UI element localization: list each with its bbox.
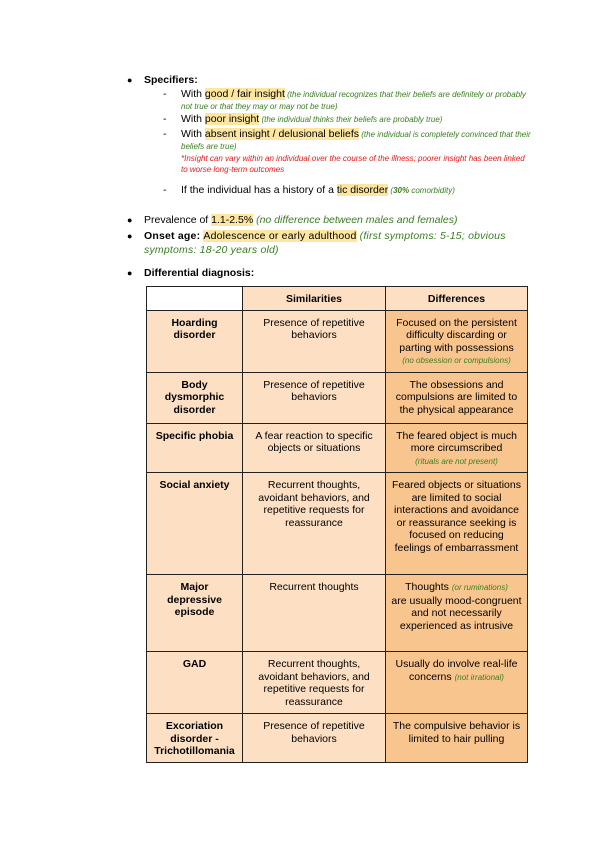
condition-cell: Specific phobia	[147, 423, 243, 473]
tic-highlight: tic disorder	[336, 184, 389, 196]
similarities-cell: A fear reaction to specific objects or situations	[243, 423, 386, 473]
differences-cell: Focused on the persistent difficulty discarding or parting with possessions (no obsession or compulsions)	[386, 310, 528, 372]
specifier-note: (the individual is completely convinced that their beliefs are true)	[181, 130, 531, 151]
document-page: ● Specifiers: - With good / fair insight (the individual recognizes that their beliefs are definitely or probably not true or that they may or may not be true) - With poor insight (the individual thinks their beliefs are probably true) - With absent insight / delusional beliefs (the individual is completely convinced that their beliefs are true) *Insight can vary within an individual over the course of the illness; poorer insight has been linked to worse long-term outcomes - If the individual has a history of a tic disorder (30% comorbidity) ● Prevalence of 1.1-2.5% (no difference between males and females) ● Onset age: Adolescence or early adulthood (first symptoms: 5-15; obvious symptoms: 18-20 years old) ● Differential diagnosis: Similarities Differences Hoarding disorder Presence of repetitive behaviors Focused on the persistent difficulty discarding or parting with possessions (no obsession or compulsions) Body dysmorphic disorder Presence of repetitive behaviors The obsessions and compulsions are limited to the physical appearance Specific phobia A fear reaction to specific objects or situations The feared object is much more circumscribed (rituals are not present) Social anxiety Recurrent thoughts, avoidant behaviors, and repetitive requests for reassurance Feared objects or situations are limited to social interactions and avoidance or reassurance seeking is focused on reducing feelings of embarrassment Major depressive episode Recurrent thoughts Thoughts (or ruminations) are usually mood-congruent and not necessarily experienced as intrusive GAD Recurrent thoughts, avoidant behaviors, and repetitive requests for reassurance Usually do involve real-life concerns (not irrational) Excoriation disorder - Trichotillomania Presence of repetitive behaviors The compulsive behavior is limited to hair pulling	[0, 0, 600, 848]
condition-cell: Hoarding disorder	[147, 310, 243, 372]
prevalence-value: 1.1-2.5%	[211, 214, 254, 226]
differences-cell: Usually do involve real-life concerns (not irrational)	[386, 652, 528, 714]
bullet-dot: ●	[127, 75, 133, 85]
table-row	[147, 372, 528, 423]
insight-highlight: absent insight / delusional beliefs	[204, 128, 360, 140]
table-header-row	[147, 287, 528, 311]
similarities-cell: Presence of repetitive behaviors	[243, 714, 386, 763]
differences-cell: The compulsive behavior is limited to hair pulling	[386, 714, 528, 763]
bullet-dot: ●	[127, 215, 133, 225]
differential-label: Differential diagnosis:	[144, 267, 255, 279]
specifier-note: (the individual thinks their beliefs are probably true)	[259, 115, 443, 124]
similarities-cell: Presence of repetitive behaviors	[243, 372, 386, 423]
condition-cell: GAD	[147, 652, 243, 714]
table-row	[147, 473, 528, 575]
table-row	[147, 714, 528, 763]
differences-cell: The obsessions and compulsions are limited to the physical appearance	[386, 372, 528, 423]
similarities-cell: Recurrent thoughts, avoidant behaviors, and repetitive requests for reassurance	[243, 652, 386, 714]
onset-value: Adolescence or early adulthood	[203, 230, 357, 242]
prevalence-note: (no difference between males and females)	[253, 214, 458, 226]
bullet-dot: ●	[127, 231, 133, 241]
differences-cell: Feared objects or situations are limited to social interactions and avoidance or reassurance seeking is focused on reducing feelings of embarrassment	[386, 473, 528, 575]
specifiers-label: Specifiers:	[144, 74, 198, 86]
condition-cell: Excoriation disorder - Trichotillomania	[147, 714, 243, 763]
bullet-dot: ●	[127, 268, 133, 278]
condition-cell: Major depressive episode	[147, 575, 243, 652]
insight-warning: *Insight can vary within an individual over the course of the illness; poorer insight has been linked to worse long-term outcomes	[181, 154, 525, 174]
onset-label: Onset age:	[144, 230, 201, 242]
insight-highlight: poor insight	[204, 113, 260, 125]
insight-highlight: good / fair insight	[204, 88, 285, 100]
table-row	[147, 423, 528, 473]
differential-table	[146, 286, 528, 763]
differences-cell: The feared object is much more circumscribed (rituals are not present)	[386, 423, 528, 473]
specifier-note: (the individual recognizes that their beliefs are definitely or probably not true or that they may or may not be true)	[181, 90, 526, 111]
differences-cell: Thoughts (or ruminations) are usually mood-congruent and not necessarily experienced as intrusive	[386, 575, 528, 652]
table-row	[147, 575, 528, 652]
condition-cell: Social anxiety	[147, 473, 243, 575]
table-header-similarities: Similarities	[243, 287, 386, 311]
table-row	[147, 310, 528, 372]
similarities-cell: Presence of repetitive behaviors	[243, 310, 386, 372]
table-header-differences: Differences	[386, 287, 528, 311]
similarities-cell: Recurrent thoughts, avoidant behaviors, and repetitive requests for reassurance	[243, 473, 386, 575]
table-header-blank	[147, 287, 243, 311]
table-row	[147, 652, 528, 714]
similarities-cell: Recurrent thoughts	[243, 575, 386, 652]
condition-cell: Body dysmorphic disorder	[147, 372, 243, 423]
